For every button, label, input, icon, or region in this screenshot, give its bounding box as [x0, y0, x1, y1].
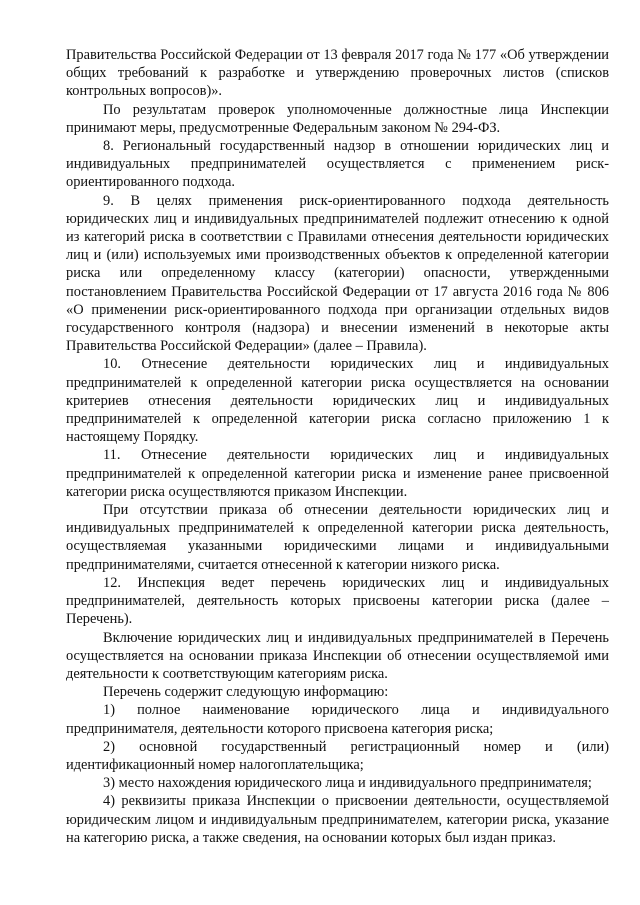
paragraph-item-10: 10. Отнесение деятельности юридических лиц и индивидуальных предпринимателей к определенной категории риска осуществляется на основании критериев отнесения деятельности юридических лиц и индивидуальных предпринимателей к определенной категории риска согласно приложению 1 к настоящему Порядку. — [66, 356, 609, 446]
list-item-1: 1) полное наименование юридического лица и индивидуального предпринимателя, деятельности которого присвоена категория риска; — [66, 702, 609, 737]
paragraph-item-8: 8. Региональный государственный надзор в отношении юридических лиц и индивидуальных предпринимателей осуществляется с применением риск-ориентированного подхода. — [66, 138, 609, 191]
paragraph-continuation: Правительства Российской Федерации от 13 февраля 2017 года № 177 «Об утверждении общих требований к разработке и утверждению проверочных листов (списков контрольных вопросов)». — [66, 47, 609, 100]
paragraph-inclusion: Включение юридических лиц и индивидуальных предпринимателей в Перечень осуществляется на основании приказа Инспекции об отнесении осуществляемой ими деятельности к соответствующим категориям риска. — [66, 629, 609, 682]
paragraph-inspection-measures: По результатам проверок уполномоченные должностные лица Инспекции принимают меры, предусмотренные Федеральным законом № 294-ФЗ. — [66, 101, 609, 136]
list-item-3: 3) место нахождения юридического лица и индивидуального предпринимателя; — [103, 775, 592, 792]
paragraph-item-11: 11. Отнесение деятельности юридических лиц и индивидуальных предпринимателей к определенной категории риска и изменение ранее присвоенной категории риска осуществляются приказом Инспекции. — [66, 447, 609, 500]
paragraph-no-order: При отсутствии приказа об отнесении деятельности юридических лиц и индивидуальных предпринимателей к определенной категории риска деятельность, осуществляемая указанными юридическими лицами и индивидуальными предпринимателями, считается отнесенной к категории низкого риска. — [66, 502, 609, 573]
list-item-2: 2) основной государственный регистрационный номер и (или) идентификационный номер налогоплательщика; — [66, 738, 609, 773]
paragraph-item-12: 12. Инспекция ведет перечень юридических лиц и индивидуальных предпринимателей, деятельность которых присвоены категории риска (далее – Перечень). — [66, 574, 609, 628]
paragraph-item-9: 9. В целях применения риск-ориентированного подхода деятельность юридических лиц и индивидуальных предпринимателей подлежит отнесению к одной из категорий риска в соответствии с Правилами отнесения деятельности юридических лиц и (или) используемых ими производственных объектов к определенной категории риска или определенному классу (категории) опасности, утвержденными постановлением Правительства Российской Федерации от 17 августа 2016 года № 806 «О применении риск-ориентированного подхода при организации отдельных видов государственного контроля (надзора) и внесении изменений в некоторые акты Правительства Российской Федерации» (далее – Правила). — [66, 192, 609, 355]
document-page — [66, 46, 609, 847]
list-item-4: 4) реквизиты приказа Инспекции о присвоении деятельности, осуществляемой юридическим лицом и индивидуальным предпринимателем, категории риска, указание на категорию риска, а также сведения, на основании которых был издан приказ. — [66, 793, 609, 846]
paragraph-list-intro: Перечень содержит следующую информацию: — [103, 684, 389, 701]
